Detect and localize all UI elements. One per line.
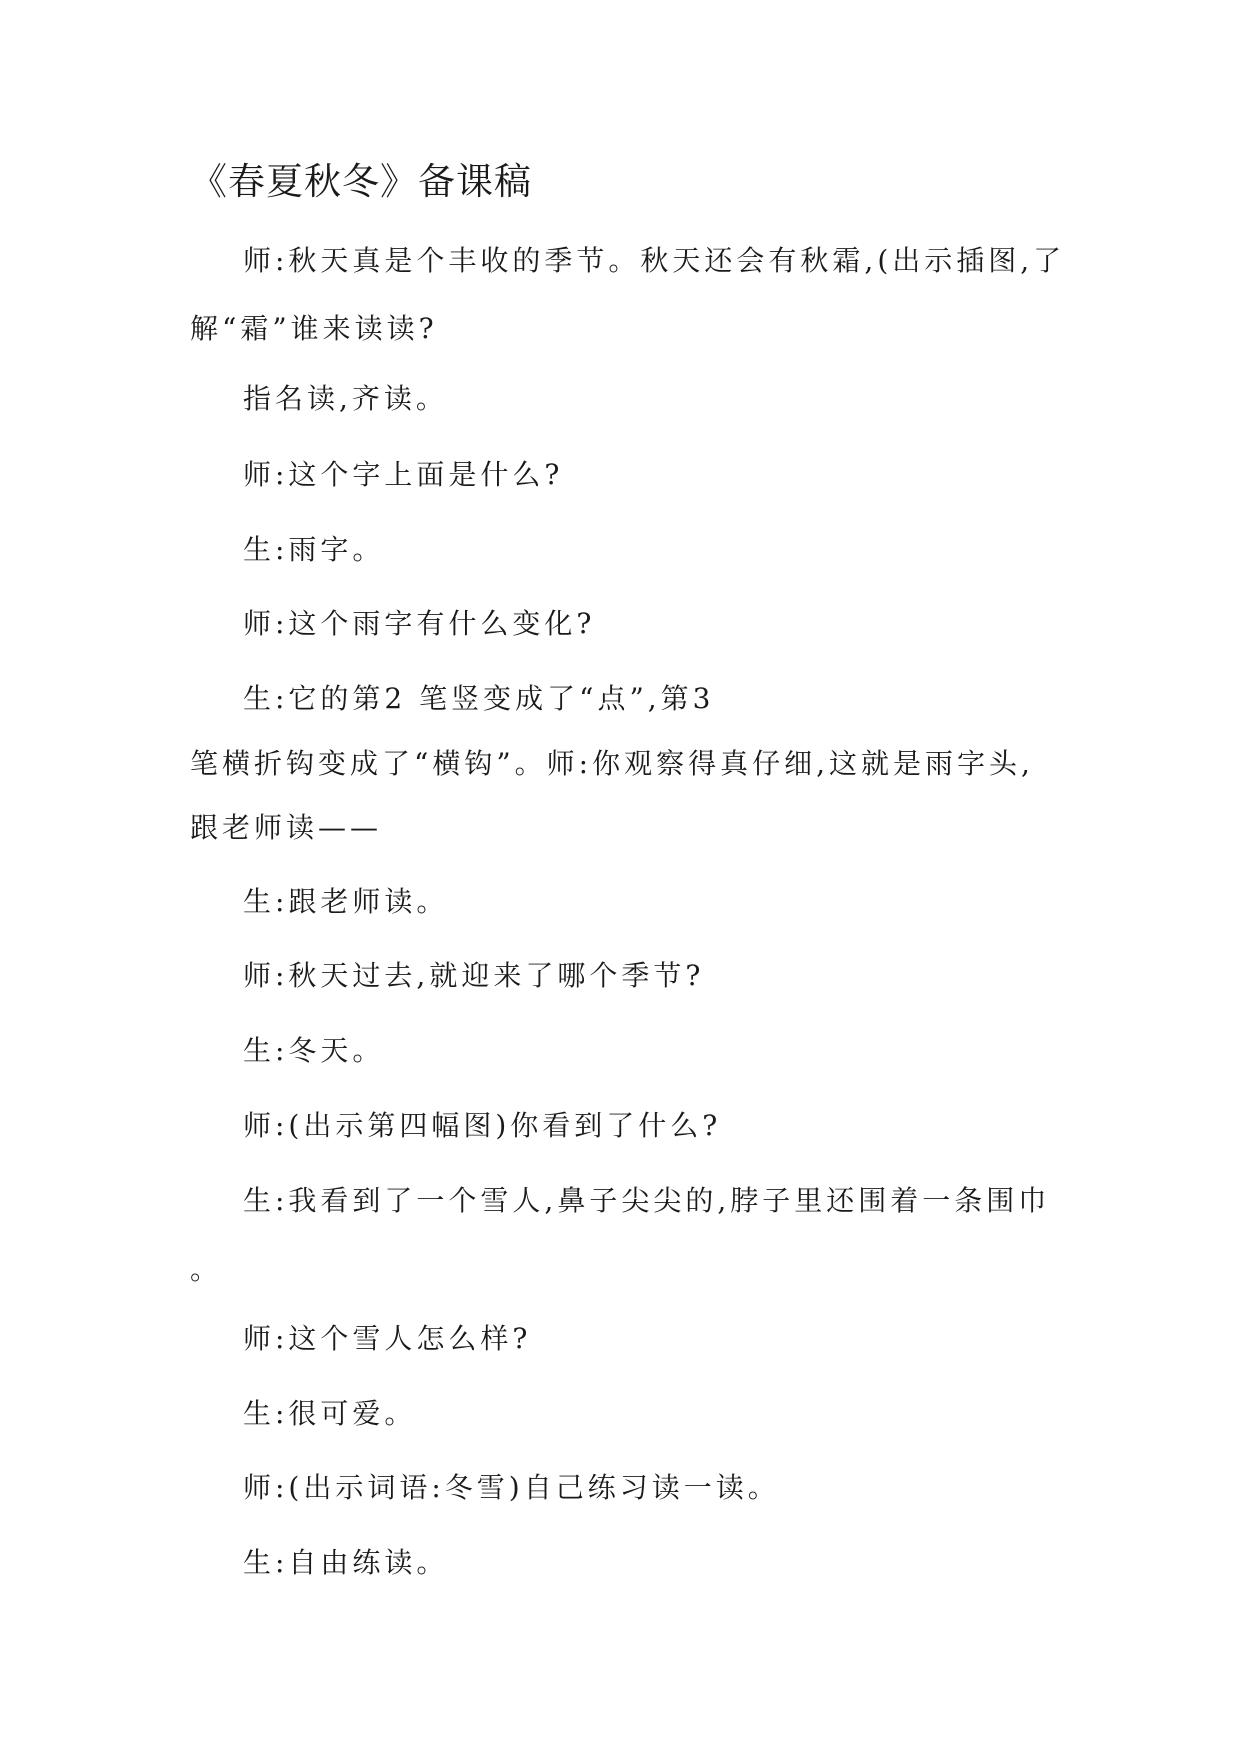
paragraph-line: 生:雨字。 [243, 533, 385, 566]
paragraph-line: 生:我看到了一个雪人,鼻子尖尖的,脖子里还围着一条围巾 [243, 1184, 1051, 1217]
paragraph-line: 解“霜”谁来读读? [190, 312, 438, 345]
paragraph-line: 师:秋天过去,就迎来了哪个季节? [243, 959, 705, 992]
paragraph-line: 。 [190, 1253, 223, 1286]
paragraph-line: 指名读,齐读。 [243, 382, 448, 415]
paragraph-line: 师:(出示词语:冬雪)自己练习读一读。 [243, 1471, 780, 1504]
paragraph-line: 生:跟老师读。 [243, 885, 449, 918]
paragraph-line: 师:这个字上面是什么? [243, 458, 564, 491]
paragraph-line: 笔横折钩变成了“横钩”。师:你观察得真仔细,这就是雨字头, [190, 747, 1034, 780]
paragraph-line: 跟老师读—— [190, 811, 383, 844]
paragraph-line: 生:冬天。 [243, 1034, 385, 1067]
paragraph-line: 生:它的第2 笔竖变成了“点”,第3 [243, 682, 715, 715]
paragraph-line: 师:这个雨字有什么变化? [243, 607, 596, 640]
paragraph-line: 生:很可爱。 [243, 1397, 417, 1430]
document-title: 《春夏秋冬》备课稿 [190, 160, 532, 203]
paragraph-line: 师:秋天真是个丰收的季节。秋天还会有秋霜,(出示插图,了 [243, 244, 1066, 277]
paragraph-line: 生:自由练读。 [243, 1546, 449, 1579]
paragraph-line: 师:(出示第四幅图)你看到了什么? [243, 1109, 722, 1142]
paragraph-line: 师:这个雪人怎么样? [243, 1322, 532, 1355]
